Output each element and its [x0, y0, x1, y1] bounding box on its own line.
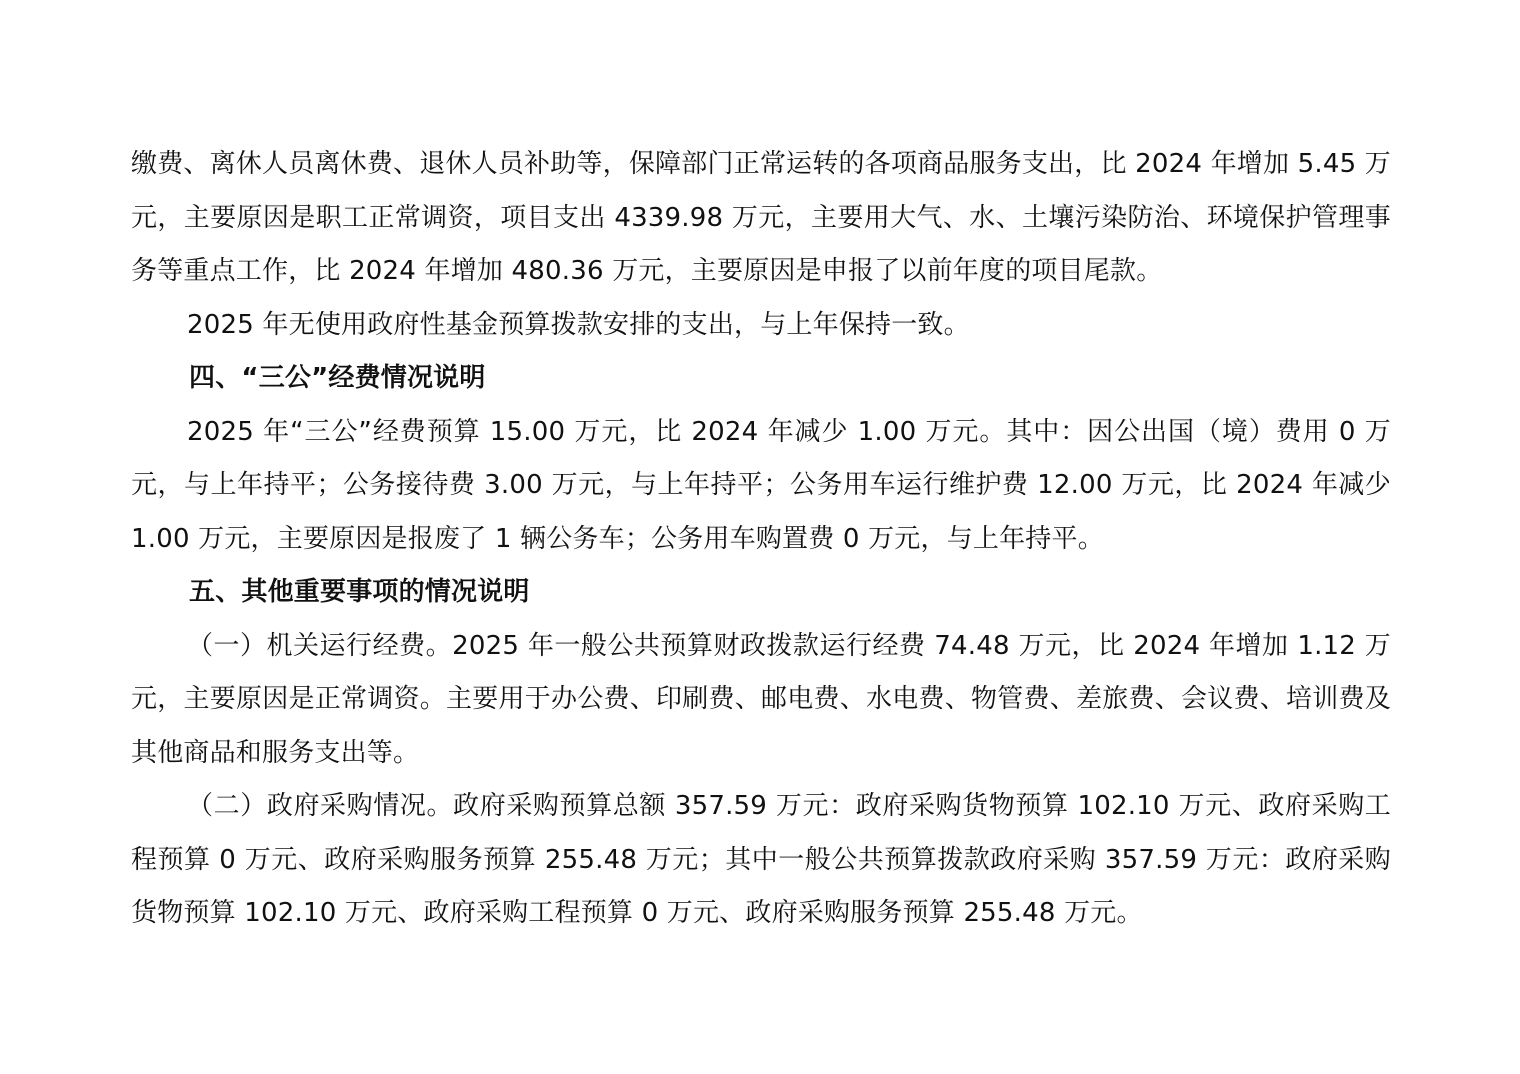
paragraph-three-public-budget: 2025 年“三公”经费预算 15.00 万元，比 2024 年减少 1.00 万元。其中：因公出国（境）费用 0 万元，与上年持平；公务接待费 3.00 万元，与上年持平；公务用车运行维护费 12.00 万元，比 2024 年减少 1.00 万元，主要原因是报废了 1 辆公务车；公务用车购置费 0 万元，与上年持平。 — [131, 416, 1391, 554]
paragraph-expenditure-continued: 缴费、离休人员离休费、退休人员补助等，保障部门正常运转的各项商品服务支出，比 2024 年增加 5.45 万元，主要原因是职工正常调资，项目支出 4339.98 万元，主要用大气、水、土壤污染防治、环境保护管理事务等重点工作，比 2024 年增加 480.36 万元，主要原因是申报了以前年度的项目尾款。 — [131, 149, 1391, 286]
paragraph-government-procurement: （二）政府采购情况。政府采购预算总额 357.59 万元：政府采购货物预算 102.10 万元、政府采购工程预算 0 万元、政府采购服务预算 255.48 万元；其中一般公共预算拨款政府采购 357.59 万元：政府采购货物预算 102.10 万元、政府采购工程预算 0 万元、政府采购服务预算 255.48 万元。 — [131, 791, 1391, 928]
section-heading-three-public: 四、“三公”经费情况说明 — [189, 363, 486, 393]
document-body — [131, 138, 1391, 941]
section-heading-other-matters: 五、其他重要事项的情况说明 — [189, 577, 530, 607]
paragraph-operating-expenses: （一）机关运行经费。2025 年一般公共预算财政拨款运行经费 74.48 万元，比 2024 年增加 1.12 万元，主要原因是正常调资。主要用于办公费、印刷费、邮电费、水电费、物管费、差旅费、会议费、培训费及其他商品和服务支出等。 — [131, 630, 1391, 768]
paragraph-government-fund: 2025 年无使用政府性基金预算拨款安排的支出，与上年保持一致。 — [187, 309, 970, 340]
